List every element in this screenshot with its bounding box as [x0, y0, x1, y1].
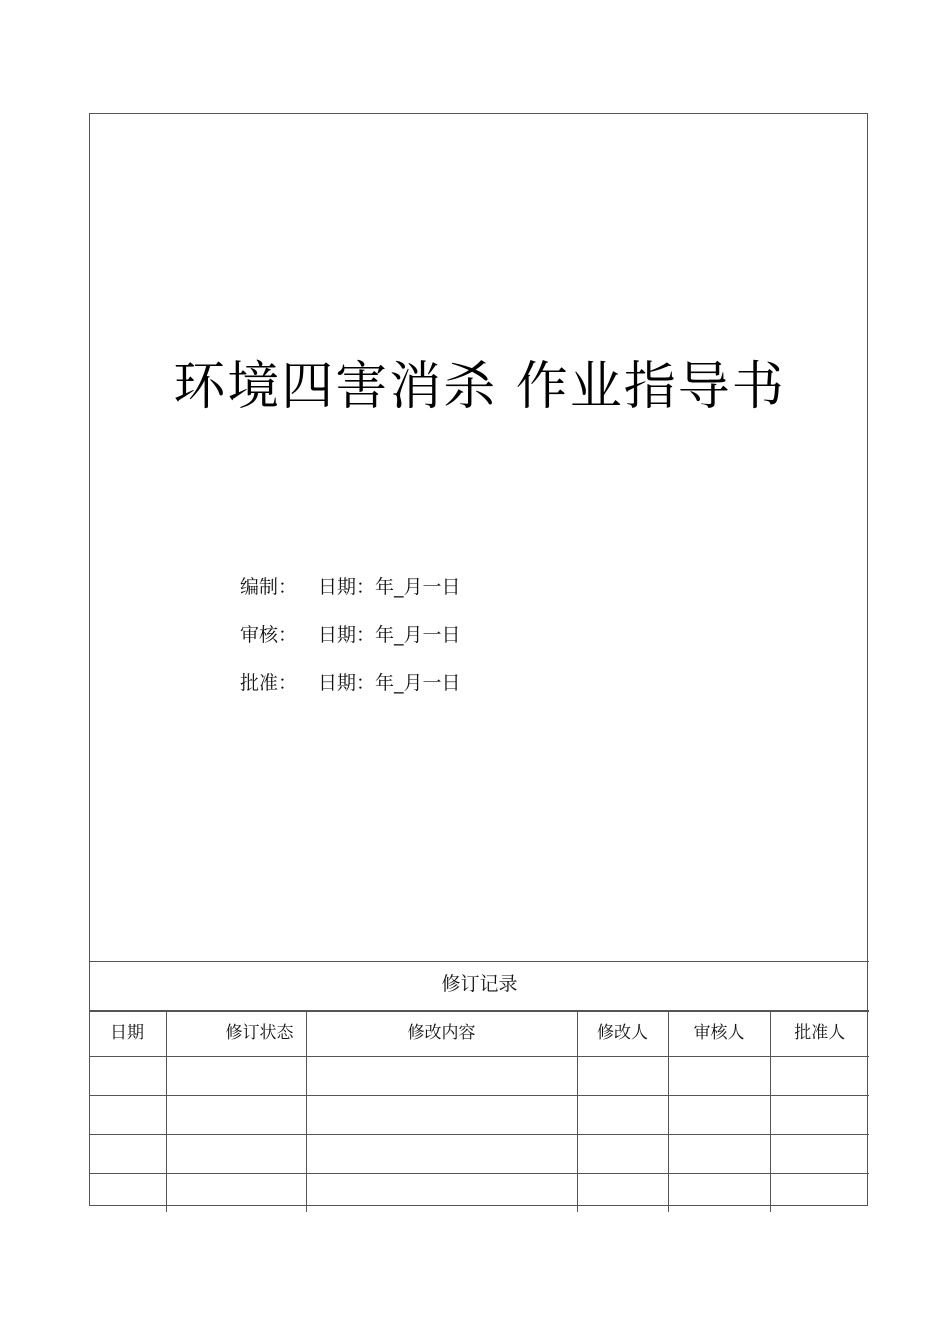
signature-date: 日期：年_月一日 — [318, 624, 461, 646]
table-cell — [770, 1057, 869, 1096]
signature-line-review — [240, 620, 461, 647]
document-title: 环境四害消杀 作业指导书 — [173, 357, 786, 417]
table-cell — [668, 1135, 770, 1174]
header-approver: 批准人 — [770, 1012, 869, 1057]
signature-role: 审核： — [240, 624, 298, 646]
signature-line-approve — [240, 668, 461, 695]
table-cell — [770, 1135, 869, 1174]
table-cell — [166, 1057, 306, 1096]
table-cell — [577, 1174, 668, 1213]
signature-role: 编制： — [240, 576, 298, 598]
revision-record-title: 修订记录 — [90, 961, 869, 1011]
table-cell — [770, 1096, 869, 1135]
table-cell — [90, 1057, 166, 1096]
table-cell — [577, 1096, 668, 1135]
header-reviewer: 审核人 — [668, 1012, 770, 1057]
table-cell — [166, 1096, 306, 1135]
table-cell — [166, 1135, 306, 1174]
header-change-content: 修改内容 — [306, 1012, 577, 1057]
table-cell — [577, 1057, 668, 1096]
table-cell — [668, 1057, 770, 1096]
table-cell — [306, 1096, 577, 1135]
document-frame — [89, 113, 868, 1206]
table-cell — [306, 1135, 577, 1174]
table-cell — [668, 1096, 770, 1135]
header-revision-status: 修订状态 — [166, 1012, 306, 1057]
signature-date: 日期：年_月一日 — [318, 576, 461, 598]
revision-table — [90, 1011, 869, 1212]
table-cell — [166, 1174, 306, 1213]
header-modifier: 修改人 — [577, 1012, 668, 1057]
table-cell — [306, 1174, 577, 1213]
table-cell — [306, 1057, 577, 1096]
table-cell — [770, 1174, 869, 1213]
table-cell — [90, 1096, 166, 1135]
table-cell — [668, 1174, 770, 1213]
signature-line-compile — [240, 572, 461, 599]
revision-header-row — [90, 1012, 869, 1057]
signature-date: 日期：年_月一日 — [318, 672, 461, 694]
table-cell — [577, 1135, 668, 1174]
table-cell — [90, 1174, 166, 1213]
table-row — [90, 1057, 869, 1096]
table-row — [90, 1174, 869, 1213]
table-row — [90, 1096, 869, 1135]
table-row — [90, 1135, 869, 1174]
table-cell — [90, 1135, 166, 1174]
signature-role: 批准： — [240, 672, 298, 694]
header-date: 日期 — [90, 1012, 166, 1057]
